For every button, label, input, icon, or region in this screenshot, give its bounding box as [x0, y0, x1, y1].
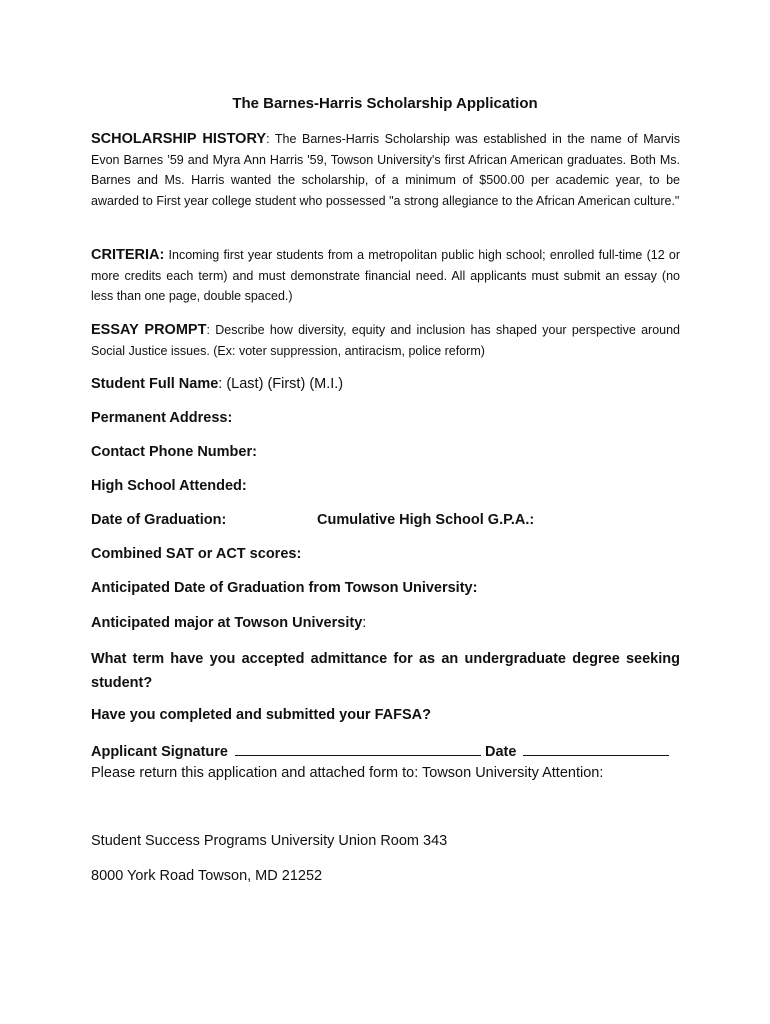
- anticipated-major-colon: :: [362, 615, 367, 631]
- high-school-label: High School Attended:: [91, 478, 247, 494]
- criteria-heading: CRITERIA:: [91, 247, 165, 263]
- sat-act-scores-label: Combined SAT or ACT scores:: [91, 546, 302, 562]
- anticipated-major-field: [91, 615, 366, 631]
- contact-phone-label: Contact Phone Number:: [91, 444, 257, 460]
- scholarship-history-paragraph: [91, 129, 680, 211]
- signature-line: [91, 741, 673, 760]
- gpa-label: Cumulative High School G.P.A.:: [317, 512, 535, 528]
- essay-prompt-text: : Describe how diversity, equity and inclusion has shaped your perspective around Social Justice issues. (Ex: voter suppression, antiracism, police reform): [91, 323, 680, 358]
- return-address-line-2: 8000 York Road Towson, MD 21252: [91, 868, 323, 884]
- return-instructions: Please return this application and attached form to: Towson University Attention:: [91, 765, 604, 781]
- scholarship-history-heading: SCHOLARSHIP HISTORY: [91, 131, 267, 147]
- date-blank[interactable]: [523, 741, 669, 756]
- applicant-signature-label: Applicant Signature: [91, 744, 228, 760]
- towson-graduation-date-label: Anticipated Date of Graduation from Towson University:: [91, 580, 478, 596]
- student-full-name-field: [91, 376, 343, 392]
- admittance-term-question: What term have you accepted admittance for as an undergraduate degree seeking student?: [91, 651, 680, 691]
- signature-blank[interactable]: [235, 741, 481, 756]
- permanent-address-label: Permanent Address:: [91, 410, 233, 426]
- fafsa-question: Have you completed and submitted your FAFSA?: [91, 707, 431, 723]
- essay-prompt-paragraph: [91, 320, 680, 361]
- student-full-name-label: Student Full Name: [91, 376, 219, 392]
- return-address-line-1: Student Success Programs University Union Room 343: [91, 833, 448, 849]
- student-full-name-hint: : (Last) (First) (M.I.): [218, 376, 344, 392]
- document-title: The Barnes-Harris Scholarship Application: [232, 95, 538, 112]
- criteria-text: Incoming first year students from a metropolitan public high school; enrolled full-time (12 or more credits each term) and must demonstrate financial need. All applicants must submit an essay (no less than one page, double spaced.): [91, 248, 680, 303]
- graduation-date-label: Date of Graduation:: [91, 512, 227, 528]
- scholarship-history-text: : The Barnes-Harris Scholarship was established in the name of Marvis Evon Barnes ’59 and Myra Ann Harris '59, Towson University's first African American graduates. Both Ms. Barnes and Ms. Harris wanted the scholarship, of a minimum of $500.00 per academic year, to be awarded to First year college student who possessed "a strong allegiance to the African American culture.": [91, 132, 681, 208]
- essay-prompt-heading: ESSAY PROMPT: [91, 322, 207, 338]
- anticipated-major-label: Anticipated major at Towson University: [91, 615, 363, 631]
- criteria-paragraph: [91, 245, 680, 307]
- date-label: Date: [485, 744, 517, 760]
